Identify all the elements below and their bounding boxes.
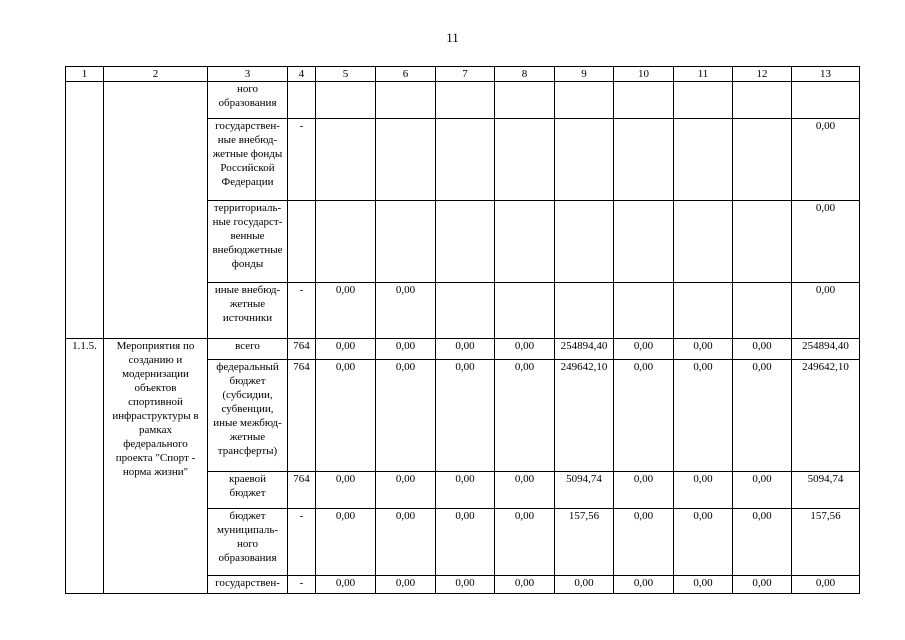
cell	[495, 119, 555, 201]
value-cell: 254894,40	[555, 339, 614, 360]
cell	[614, 201, 674, 283]
value-cell: 0,00	[614, 360, 674, 472]
cell	[495, 283, 555, 339]
value-cell: 0,00	[316, 283, 376, 339]
column-header: 5	[316, 67, 376, 82]
cell	[288, 82, 316, 119]
cell	[555, 283, 614, 339]
table-row	[66, 339, 860, 360]
total-cell: 0,00	[792, 283, 860, 339]
value-cell: 0,00	[733, 472, 792, 509]
cell	[376, 201, 436, 283]
item-number: 1.1.5.	[66, 339, 104, 594]
kbk-cell: 764	[288, 339, 316, 360]
page-number: 11	[446, 30, 459, 45]
value-cell: 0,00	[495, 360, 555, 472]
cell	[733, 119, 792, 201]
cell	[614, 82, 674, 119]
cell	[674, 201, 733, 283]
value-cell: 0,00	[733, 576, 792, 594]
kbk-cell: -	[288, 509, 316, 576]
column-header: 7	[436, 67, 495, 82]
table-row	[66, 82, 860, 119]
column-header: 12	[733, 67, 792, 82]
value-cell: 0,00	[376, 283, 436, 339]
value-cell: 0,00	[614, 472, 674, 509]
value-cell: 0,00	[376, 360, 436, 472]
cell	[436, 283, 495, 339]
value-cell: 0,00	[376, 576, 436, 594]
value-cell: 0,00	[674, 360, 733, 472]
value-cell: 0,00	[316, 509, 376, 576]
cell	[555, 82, 614, 119]
total-cell: 254894,40	[792, 339, 860, 360]
funding-source: бюджет муниципаль-ного образования	[208, 509, 288, 576]
funding-source: государствен-ные внебюд-жетные фонды Российской Федерации	[208, 119, 288, 201]
value-cell: 0,00	[495, 339, 555, 360]
total-cell: 0,00	[792, 119, 860, 201]
cell	[376, 119, 436, 201]
cell	[316, 119, 376, 201]
column-header: 13	[792, 67, 860, 82]
funding-source: государствен-	[208, 576, 288, 594]
kbk-cell: -	[288, 576, 316, 594]
total-cell: 249642,10	[792, 360, 860, 472]
total-cell: 0,00	[792, 576, 860, 594]
column-header: 3	[208, 67, 288, 82]
kbk-cell: -	[288, 119, 316, 201]
value-cell: 0,00	[614, 339, 674, 360]
value-cell: 0,00	[733, 509, 792, 576]
value-cell: 0,00	[495, 509, 555, 576]
value-cell: 0,00	[436, 472, 495, 509]
value-cell: 0,00	[436, 339, 495, 360]
column-header: 11	[674, 67, 733, 82]
value-cell: 0,00	[436, 509, 495, 576]
cell	[733, 283, 792, 339]
kbk-cell: 764	[288, 360, 316, 472]
value-cell: 157,56	[555, 509, 614, 576]
cell	[495, 82, 555, 119]
funding-source: краевой бюджет	[208, 472, 288, 509]
value-cell: 0,00	[436, 576, 495, 594]
column-header: 6	[376, 67, 436, 82]
cell	[614, 283, 674, 339]
cell	[436, 201, 495, 283]
value-cell: 0,00	[733, 339, 792, 360]
total-cell: 157,56	[792, 509, 860, 576]
column-header: 8	[495, 67, 555, 82]
funding-source: ного образования	[208, 82, 288, 119]
funding-source: федеральный бюджет (субсидии, субвенции, иные межбюд-жетные трансферты)	[208, 360, 288, 472]
cell	[674, 119, 733, 201]
cell	[733, 82, 792, 119]
funding-source: иные внебюд-жетные источники	[208, 283, 288, 339]
cell	[495, 201, 555, 283]
column-header: 2	[104, 67, 208, 82]
cell	[674, 283, 733, 339]
value-cell: 249642,10	[555, 360, 614, 472]
activity-name: Мероприятия по созданию и модернизации объектов спортивной инфраструктуры в рамках федерального проекта "Спорт - норма жизни"	[104, 339, 208, 594]
cell	[288, 201, 316, 283]
column-header: 10	[614, 67, 674, 82]
value-cell: 0,00	[316, 472, 376, 509]
cell-empty	[66, 82, 104, 339]
value-cell: 0,00	[436, 360, 495, 472]
column-header: 1	[66, 67, 104, 82]
cell	[555, 119, 614, 201]
value-cell: 0,00	[674, 509, 733, 576]
column-header: 4	[288, 67, 316, 82]
cell	[316, 82, 376, 119]
column-header: 9	[555, 67, 614, 82]
total-cell: 0,00	[792, 201, 860, 283]
cell	[436, 82, 495, 119]
value-cell: 0,00	[316, 339, 376, 360]
budget-table	[65, 66, 860, 594]
total-cell: 5094,74	[792, 472, 860, 509]
value-cell: 0,00	[614, 509, 674, 576]
kbk-cell: 764	[288, 472, 316, 509]
value-cell: 0,00	[555, 576, 614, 594]
cell	[674, 82, 733, 119]
value-cell: 0,00	[614, 576, 674, 594]
cell	[376, 82, 436, 119]
funding-source: территориаль-ные государст-венные внебюджетные фонды	[208, 201, 288, 283]
value-cell: 0,00	[495, 576, 555, 594]
cell-empty	[104, 82, 208, 339]
value-cell: 0,00	[674, 339, 733, 360]
value-cell: 0,00	[316, 576, 376, 594]
cell	[792, 82, 860, 119]
value-cell: 0,00	[495, 472, 555, 509]
cell	[733, 201, 792, 283]
value-cell: 5094,74	[555, 472, 614, 509]
value-cell: 0,00	[674, 576, 733, 594]
value-cell: 0,00	[376, 472, 436, 509]
value-cell: 0,00	[376, 509, 436, 576]
value-cell: 0,00	[316, 360, 376, 472]
header-row	[66, 67, 860, 82]
cell	[436, 119, 495, 201]
value-cell: 0,00	[674, 472, 733, 509]
cell	[555, 201, 614, 283]
funding-source: всего	[208, 339, 288, 360]
cell	[316, 201, 376, 283]
cell	[614, 119, 674, 201]
value-cell: 0,00	[376, 339, 436, 360]
value-cell: 0,00	[733, 360, 792, 472]
kbk-cell: -	[288, 283, 316, 339]
